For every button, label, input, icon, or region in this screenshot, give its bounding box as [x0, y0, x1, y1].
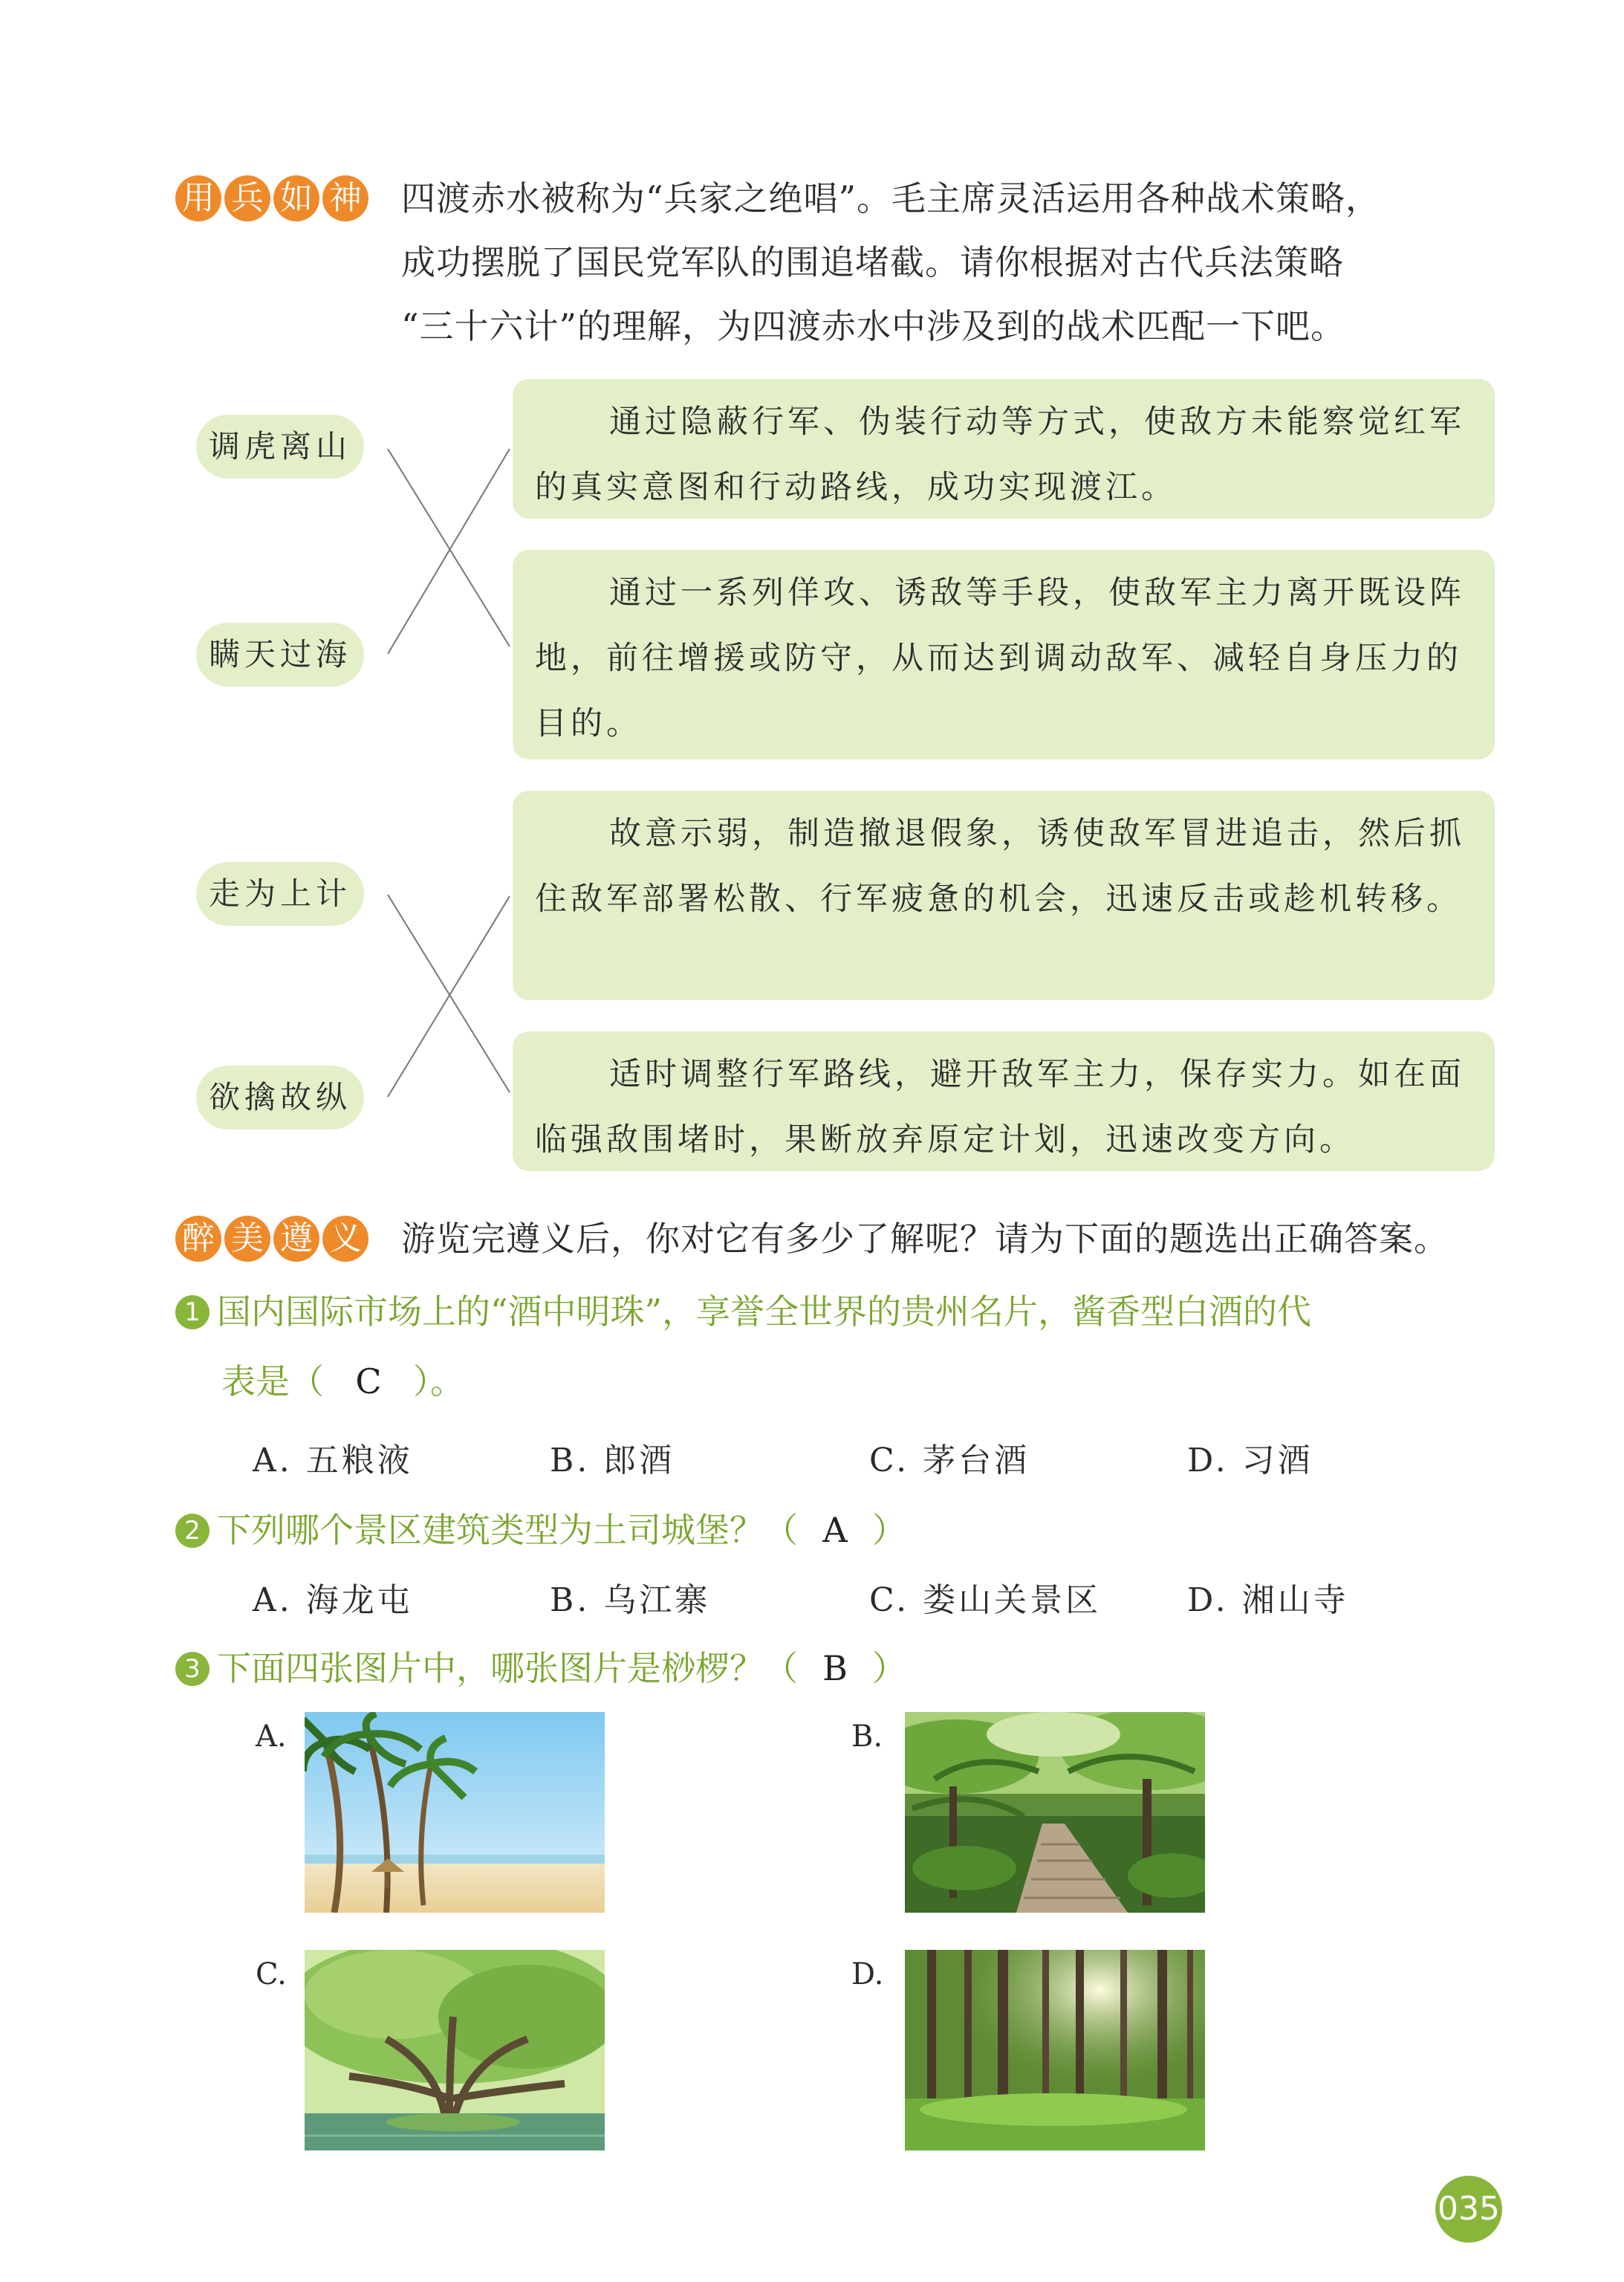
option: C. 茅台酒 [869, 1442, 1030, 1479]
question-number: 3 [175, 1652, 210, 1686]
description-card: 通过一系列佯攻、诱敌等手段，使敌军主力离开既设阵地，前往增援或防守，从而达到调动敌军、减轻自身压力的目的。 [513, 550, 1495, 759]
match-line [388, 895, 510, 1092]
badge-char: 醉 [175, 1216, 221, 1262]
image-label: A. [256, 1719, 287, 1754]
question-3 [175, 1633, 1498, 1703]
question-text: 表是（ [221, 1361, 324, 1401]
term-pill: 走为上计 [196, 862, 364, 926]
option: B. 郎酒 [550, 1442, 675, 1479]
badge-char: 用 [175, 175, 221, 221]
section2-intro: 游览完遵义后，你对它有多少了解呢？请为下面的题选出正确答案。 [401, 1219, 1449, 1259]
option: B. 乌江寨 [550, 1581, 711, 1619]
term-pill: 欲擒故纵 [196, 1066, 364, 1129]
description-card: 通过隐蔽行军、伪装行动等方式，使敌方未能察觉红军的真实意图和行动路线，成功实现渡江。 [513, 379, 1495, 519]
question-text: 下面四张图片中，哪张图片是桫椤？（ [217, 1648, 798, 1688]
image-label: D. [851, 1957, 884, 1991]
section-badge-zuimeizunyi [175, 1216, 368, 1262]
question-text: ）。 [413, 1361, 464, 1401]
intro-line: “三十六计”的理解，为四渡赤水中涉及到的战术匹配一下吧。 [401, 306, 1346, 346]
badge-char: 义 [322, 1216, 368, 1262]
sunlit-forest-image [905, 1950, 1205, 2150]
question-text: 国内国际市场上的“酒中明珠”，享誉全世界的贵州名片，酱香型白酒的代 [217, 1291, 1312, 1332]
question-number: 2 [175, 1514, 210, 1548]
term-pill: 瞒天过海 [196, 623, 364, 687]
badge-char: 兵 [224, 175, 270, 221]
waterside-tree-image [305, 1950, 605, 2150]
description-card: 适时调整行军路线，避开敌军主力，保存实力。如在面临强敌围堵时，果断放弃原定计划，迅速改变方向。 [513, 1031, 1495, 1171]
description-card: 故意示弱，制造撤退假象，诱使敌军冒进追击，然后抓住敌军部署松散、行军疲惫的机会，迅速反击或趁机转移。 [513, 791, 1495, 1000]
intro-line: 成功摆脱了国民党军队的围追堵截。请你根据对古代兵法策略 [401, 242, 1344, 282]
answer: B [822, 1648, 848, 1688]
answer: C [355, 1361, 382, 1401]
answer: A [822, 1510, 848, 1550]
intro-line: 四渡赤水被称为“兵家之绝唱”。毛主席灵活运用各种战术策略， [401, 178, 1381, 218]
badge-char: 如 [273, 175, 319, 221]
question-1 [175, 1277, 1498, 1416]
page-number: 035 [1435, 2176, 1502, 2243]
option: A. 海龙屯 [253, 1581, 413, 1619]
badge-char: 美 [224, 1216, 270, 1262]
question-2 [175, 1495, 1498, 1565]
palm-beach-image [305, 1712, 605, 1913]
option: D. 习酒 [1187, 1442, 1313, 1479]
question-number: 1 [175, 1295, 210, 1329]
option: D. 湘山寺 [1187, 1581, 1349, 1619]
question-text: ） [872, 1510, 906, 1550]
question-text: ） [872, 1648, 906, 1688]
option: C. 娄山关景区 [869, 1581, 1102, 1619]
image-label: C. [256, 1957, 287, 1991]
term-pill: 调虎离山 [196, 415, 364, 479]
image-label: B. [851, 1719, 883, 1754]
question-text: 下列哪个景区建筑类型为土司城堡？（ [217, 1510, 798, 1550]
badge-char: 神 [322, 175, 368, 221]
tree-fern-path-image [905, 1712, 1205, 1913]
option: A. 五粮液 [253, 1442, 413, 1479]
match-line [388, 896, 510, 1097]
badge-char: 遵 [273, 1216, 319, 1262]
